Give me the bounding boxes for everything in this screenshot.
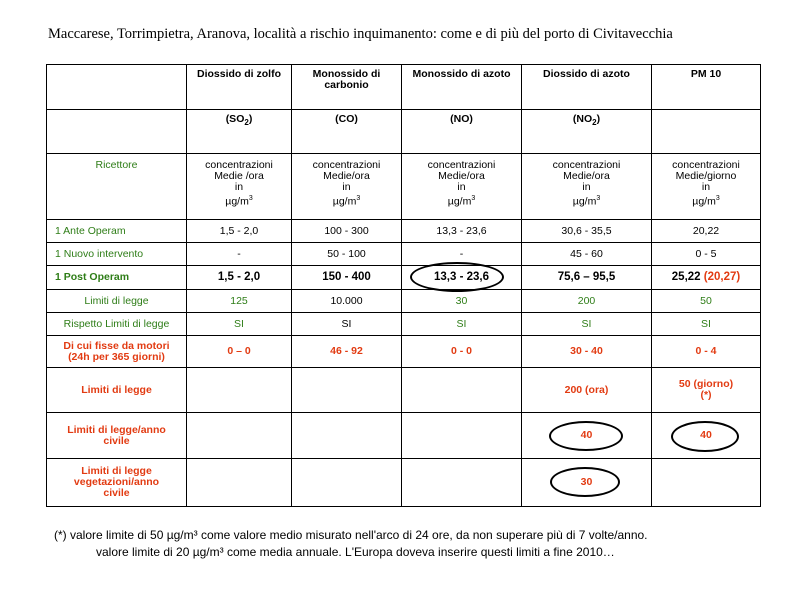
table-cell: 1,5 - 2,0 <box>187 266 292 290</box>
row-label-limiti-2: Limiti di legge <box>47 368 187 413</box>
highlight-ellipse <box>550 467 620 497</box>
units-row <box>47 154 761 220</box>
table-cell: 0 - 0 <box>402 336 522 368</box>
table-cell: 10.000 <box>292 290 402 313</box>
unit-so2: concentrazioni Medie /ora in $\mu g/m^3$ <box>187 154 292 220</box>
unit-co: concentrazioni Medie/ora in $\mu g/m^3$ <box>292 154 402 220</box>
footnote-line-1: (*) valore limite di 50 µg/m³ come valore medio misurato nell'arco di 24 ore, da non superare più di 7 volte/anno. <box>54 528 648 542</box>
row-label-ante: 1 Ante Operam <box>47 220 187 243</box>
table-cell-circled: 30 <box>522 459 652 507</box>
table-row <box>47 459 761 507</box>
row-label-anno: Limiti di legge/anno civile <box>47 413 187 459</box>
row-label-rispetto: Rispetto Limiti di legge <box>47 313 187 336</box>
table-cell-circled: 40 <box>652 413 761 459</box>
ricettore-label: Ricettore <box>47 154 187 220</box>
table-cell: SI <box>187 313 292 336</box>
header-row <box>47 65 761 110</box>
table-cell: 50 (giorno) (*) <box>652 368 761 413</box>
table-cell: 30 - 40 <box>522 336 652 368</box>
page-title: Maccarese, Torrimpietra, Aranova, località a rischio inquimanento: come e di più del porto di Civitavecchia <box>48 26 673 42</box>
table-cell: 0 - 5 <box>652 243 761 266</box>
table-cell: 125 <box>187 290 292 313</box>
table-cell: SI <box>402 313 522 336</box>
pollution-table <box>46 64 761 507</box>
highlight-ellipse <box>671 421 739 452</box>
table-row <box>47 368 761 413</box>
table-cell: 150 - 400 <box>292 266 402 290</box>
table-cell: 100 - 300 <box>292 220 402 243</box>
table-cell: 200 <box>522 290 652 313</box>
table-cell: 30 <box>402 290 522 313</box>
unit-no2: concentrazioni Medie/ora in $\mu g/m^3$ <box>522 154 652 220</box>
formula-pm10 <box>652 110 761 154</box>
table-cell: 25,22 (20,27) <box>652 266 761 290</box>
footnote-line-2: valore limite di 20 µg/m³ come media annuale. L'Europa doveva inserire questi limiti a fine 2010… <box>96 545 615 559</box>
col-header-co: Monossido di carbonio <box>292 65 402 110</box>
row-label-limiti: Limiti di legge <box>47 290 187 313</box>
table-row <box>47 266 761 290</box>
table-row <box>47 336 761 368</box>
col-header-so2: Diossido di zolfo <box>187 65 292 110</box>
table-cell: - <box>187 243 292 266</box>
col-header-pm10: PM 10 <box>652 65 761 110</box>
table-cell: SI <box>652 313 761 336</box>
unit-no: concentrazioni Medie/ora in $\mu g/m^3$ <box>402 154 522 220</box>
table-cell: 200 (ora) <box>522 368 652 413</box>
row-label-motori: Di cui fisse da motori (24h per 365 giorni) <box>47 336 187 368</box>
table-cell: 0 - 4 <box>652 336 761 368</box>
table-cell-circled: 40 <box>522 413 652 459</box>
col-header-no: Monossido di azoto <box>402 65 522 110</box>
table-row <box>47 290 761 313</box>
highlight-ellipse <box>549 421 623 451</box>
table-cell: - <box>402 243 522 266</box>
table-row <box>47 243 761 266</box>
table-cell: 30,6 - 35,5 <box>522 220 652 243</box>
table-cell: 75,6 – 95,5 <box>522 266 652 290</box>
table-cell: SI <box>292 313 402 336</box>
table-cell: 45 - 60 <box>522 243 652 266</box>
table-cell: 20,22 <box>652 220 761 243</box>
corner-cell <box>47 65 187 110</box>
table-cell: SI <box>522 313 652 336</box>
table-cell: 50 - 100 <box>292 243 402 266</box>
highlight-ellipse <box>410 262 504 292</box>
row-label-nuovo: 1 Nuovo intervento <box>47 243 187 266</box>
formula-no2: $(NO_2)$ <box>522 110 652 154</box>
formula-co: (CO) <box>292 110 402 154</box>
row-label-vegetazioni: Limiti di legge vegetazioni/anno civile <box>47 459 187 507</box>
table-row <box>47 313 761 336</box>
col-header-no2: Diossido di azoto <box>522 65 652 110</box>
table-row <box>47 220 761 243</box>
table-row <box>47 413 761 459</box>
table-cell: 0 – 0 <box>187 336 292 368</box>
formula-no: (NO) <box>402 110 522 154</box>
row-label-post: 1 Post Operam <box>47 266 187 290</box>
table-cell-circled: 13,3 - 23,6 <box>402 266 522 290</box>
unit-pm10: concentrazioni Medie/giorno in $\mu g/m^3$ <box>652 154 761 220</box>
formula-row <box>47 110 761 154</box>
formula-so2: $(SO_2)$ <box>187 110 292 154</box>
table-cell: 1,5 - 2,0 <box>187 220 292 243</box>
table-cell: 50 <box>652 290 761 313</box>
table-cell: 46 - 92 <box>292 336 402 368</box>
table-cell: 13,3 - 23,6 <box>402 220 522 243</box>
